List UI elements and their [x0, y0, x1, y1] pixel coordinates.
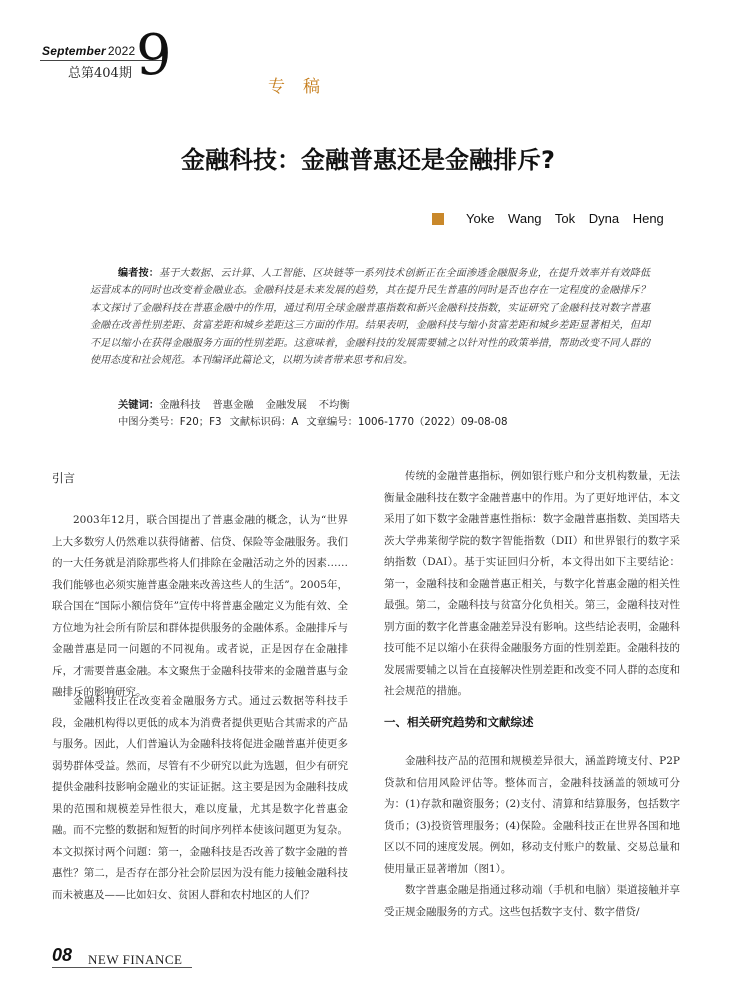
body-paragraph: 金融科技正在改变着金融服务方式。通过云数据等科技手段，金融机构得以更低的成本为消费者提供更贴合其需求的产品与服务。因此，人们普遍认为金融科技将促进金融普惠并使更多弱势群体受益。然而，尽管有不少研究以此为选题，但少有研究提供金融科技影响金融业的实证证据。这主要是因为金融科技成果的范围和规模差异性很大，难以度量，尤其是数字化普惠金融。而不完整的数据和短暂的时间序列样本使该问题更为复杂。本文拟探讨两个问题：第一，金融科技是否改善了数字金融的普惠性？第二，是否存在部分社会阶层因为没有能力接触金融科技而未被惠及——比如妇女、贫困人群和农村地区的人们？ — [52, 695, 348, 901]
section-heading-intro: 引言 — [52, 471, 75, 485]
body-paragraphs — [384, 751, 680, 923]
page-number: 08 — [52, 945, 73, 965]
issue-big-number: 9 — [136, 23, 172, 88]
keywords-label: 关键词： — [118, 399, 160, 411]
body-paragraph: 数字普惠金融是指通过移动端（手机和电脑）渠道接触并享受正规金融服务的方式。这些包括数字支付、数字借贷/ — [384, 884, 680, 918]
body-paragraph: 传统的金融普惠指标，例如银行账户和分支机构数量，无法衡量金融科技在数字金融普惠中的作用。为了更好地评估，本文采用了如下数字金融普惠性指标：数字金融普惠指数、美国塔夫茨大学弗莱彻学院的数字智能指数（DII）和世界银行的数字采纳指数（DAI）。基于实证回归分析，本文得出如下主要结论：第一，金融科技和金融普惠正相关，与数字化普惠金融的相关性最强。第二，金融科技与贫富分化负相关。第三，金融科技对性别方面的数字化普惠金融差异没有影响。这些结论表明，金融科技可能不足以缩小在获得金融服务方面的性别差距。金融科技的发展需要辅之以旨在直接解决性别差距和改变不同人群的态度和社会规范的措施。 — [384, 470, 680, 697]
keyword: 金融科技 — [159, 399, 201, 411]
editor-note — [90, 265, 650, 369]
editor-note-label: 编者按： — [118, 268, 159, 279]
issue-month: September 2022 — [42, 44, 136, 58]
clc-number: 中图分类号：F20；F3 — [118, 416, 222, 428]
issue-number: 总第404期 — [68, 66, 132, 81]
issue-year: 2022 — [107, 44, 136, 58]
author-marker-square — [432, 213, 444, 225]
editor-note-text: 基于大数据、云计算、人工智能、区块链等一系列技术创新正在全面渗透金融服务业，在提升效率并有效降低运营成本的同时也改变着金融业态。金融科技是未来发展的趋势，其在提升民生普惠的同时是否也存在一定程度的金融排斥？本文探讨了金融科技在普惠金融中的作用，通过利用全球金融普惠指数和新兴金融科技指数，实证研究了金融科技对数字普惠金融在改善性别差距、贫富差距和城乡差距这三方面的作用。结果表明，金融科技与缩小贫富差距和城乡差距显著相关，但却不足以缩小在获得金融服务方面的性别差距。这意味着，金融科技的发展需要辅之以针对性的政策举措，帮助改变不同人群的使用态度和社会规范。本刊编译此篇论文，以期为读者带来思考和启发。 — [90, 268, 651, 367]
authors: Yoke Wang Tok Dyna Heng — [466, 211, 664, 226]
body-paragraph: 2003年12月，联合国提出了普惠金融的概念，认为“世界上大多数穷人仍然难以获得储蓄、信贷、保险等金融服务。我们的一大任务就是消除那些将人们排除在金融活动之外的因素……我们能够也必须实施普惠金融来改善这些人的生活”。2005年，联合国在“国际小额信贷年”宣传中将普惠金融定义为能有效、全方位地为社会所有阶层和群体提供服务的金融体系。金融排斥与金融普惠是同一问题的不同视角。或者说，正是因存在金融排斥，才需要普惠金融。本文聚焦于金融科技带来的金融普惠与金融排斥的影响研究。 — [52, 514, 348, 698]
article-title: 金融科技：金融普惠还是金融排斥? — [181, 146, 555, 174]
keyword: 不均衡 — [318, 399, 350, 411]
classification-info — [118, 413, 516, 428]
article-number: 文章编号：1006-1770（2022）09-08-08 — [306, 416, 508, 428]
keyword: 普惠金融 — [212, 399, 254, 411]
journal-name: NEW FINANCE — [88, 952, 183, 967]
keywords — [118, 396, 362, 411]
section-heading-literature: 一、相关研究趋势和文献综述 — [384, 715, 534, 729]
body-paragraph: 金融科技产品的范围和规模差异很大，涵盖跨境支付、P2P贷款和信用风险评估等。整体而言，金融科技涵盖的领域可分为：(1)存款和融资服务；(2)支付、清算和结算服务，包括数字货币；(3)投资管理服务；(4)保险。金融科技正在世界各国和地区以不同的速度发展。例如，移动支付账户的数量、交易总量和使用量正显著增加（图1）。 — [384, 755, 680, 875]
keyword: 金融发展 — [265, 399, 307, 411]
document-code: 文献标识码：A — [229, 416, 299, 428]
section-label: 专稿 — [268, 77, 338, 97]
